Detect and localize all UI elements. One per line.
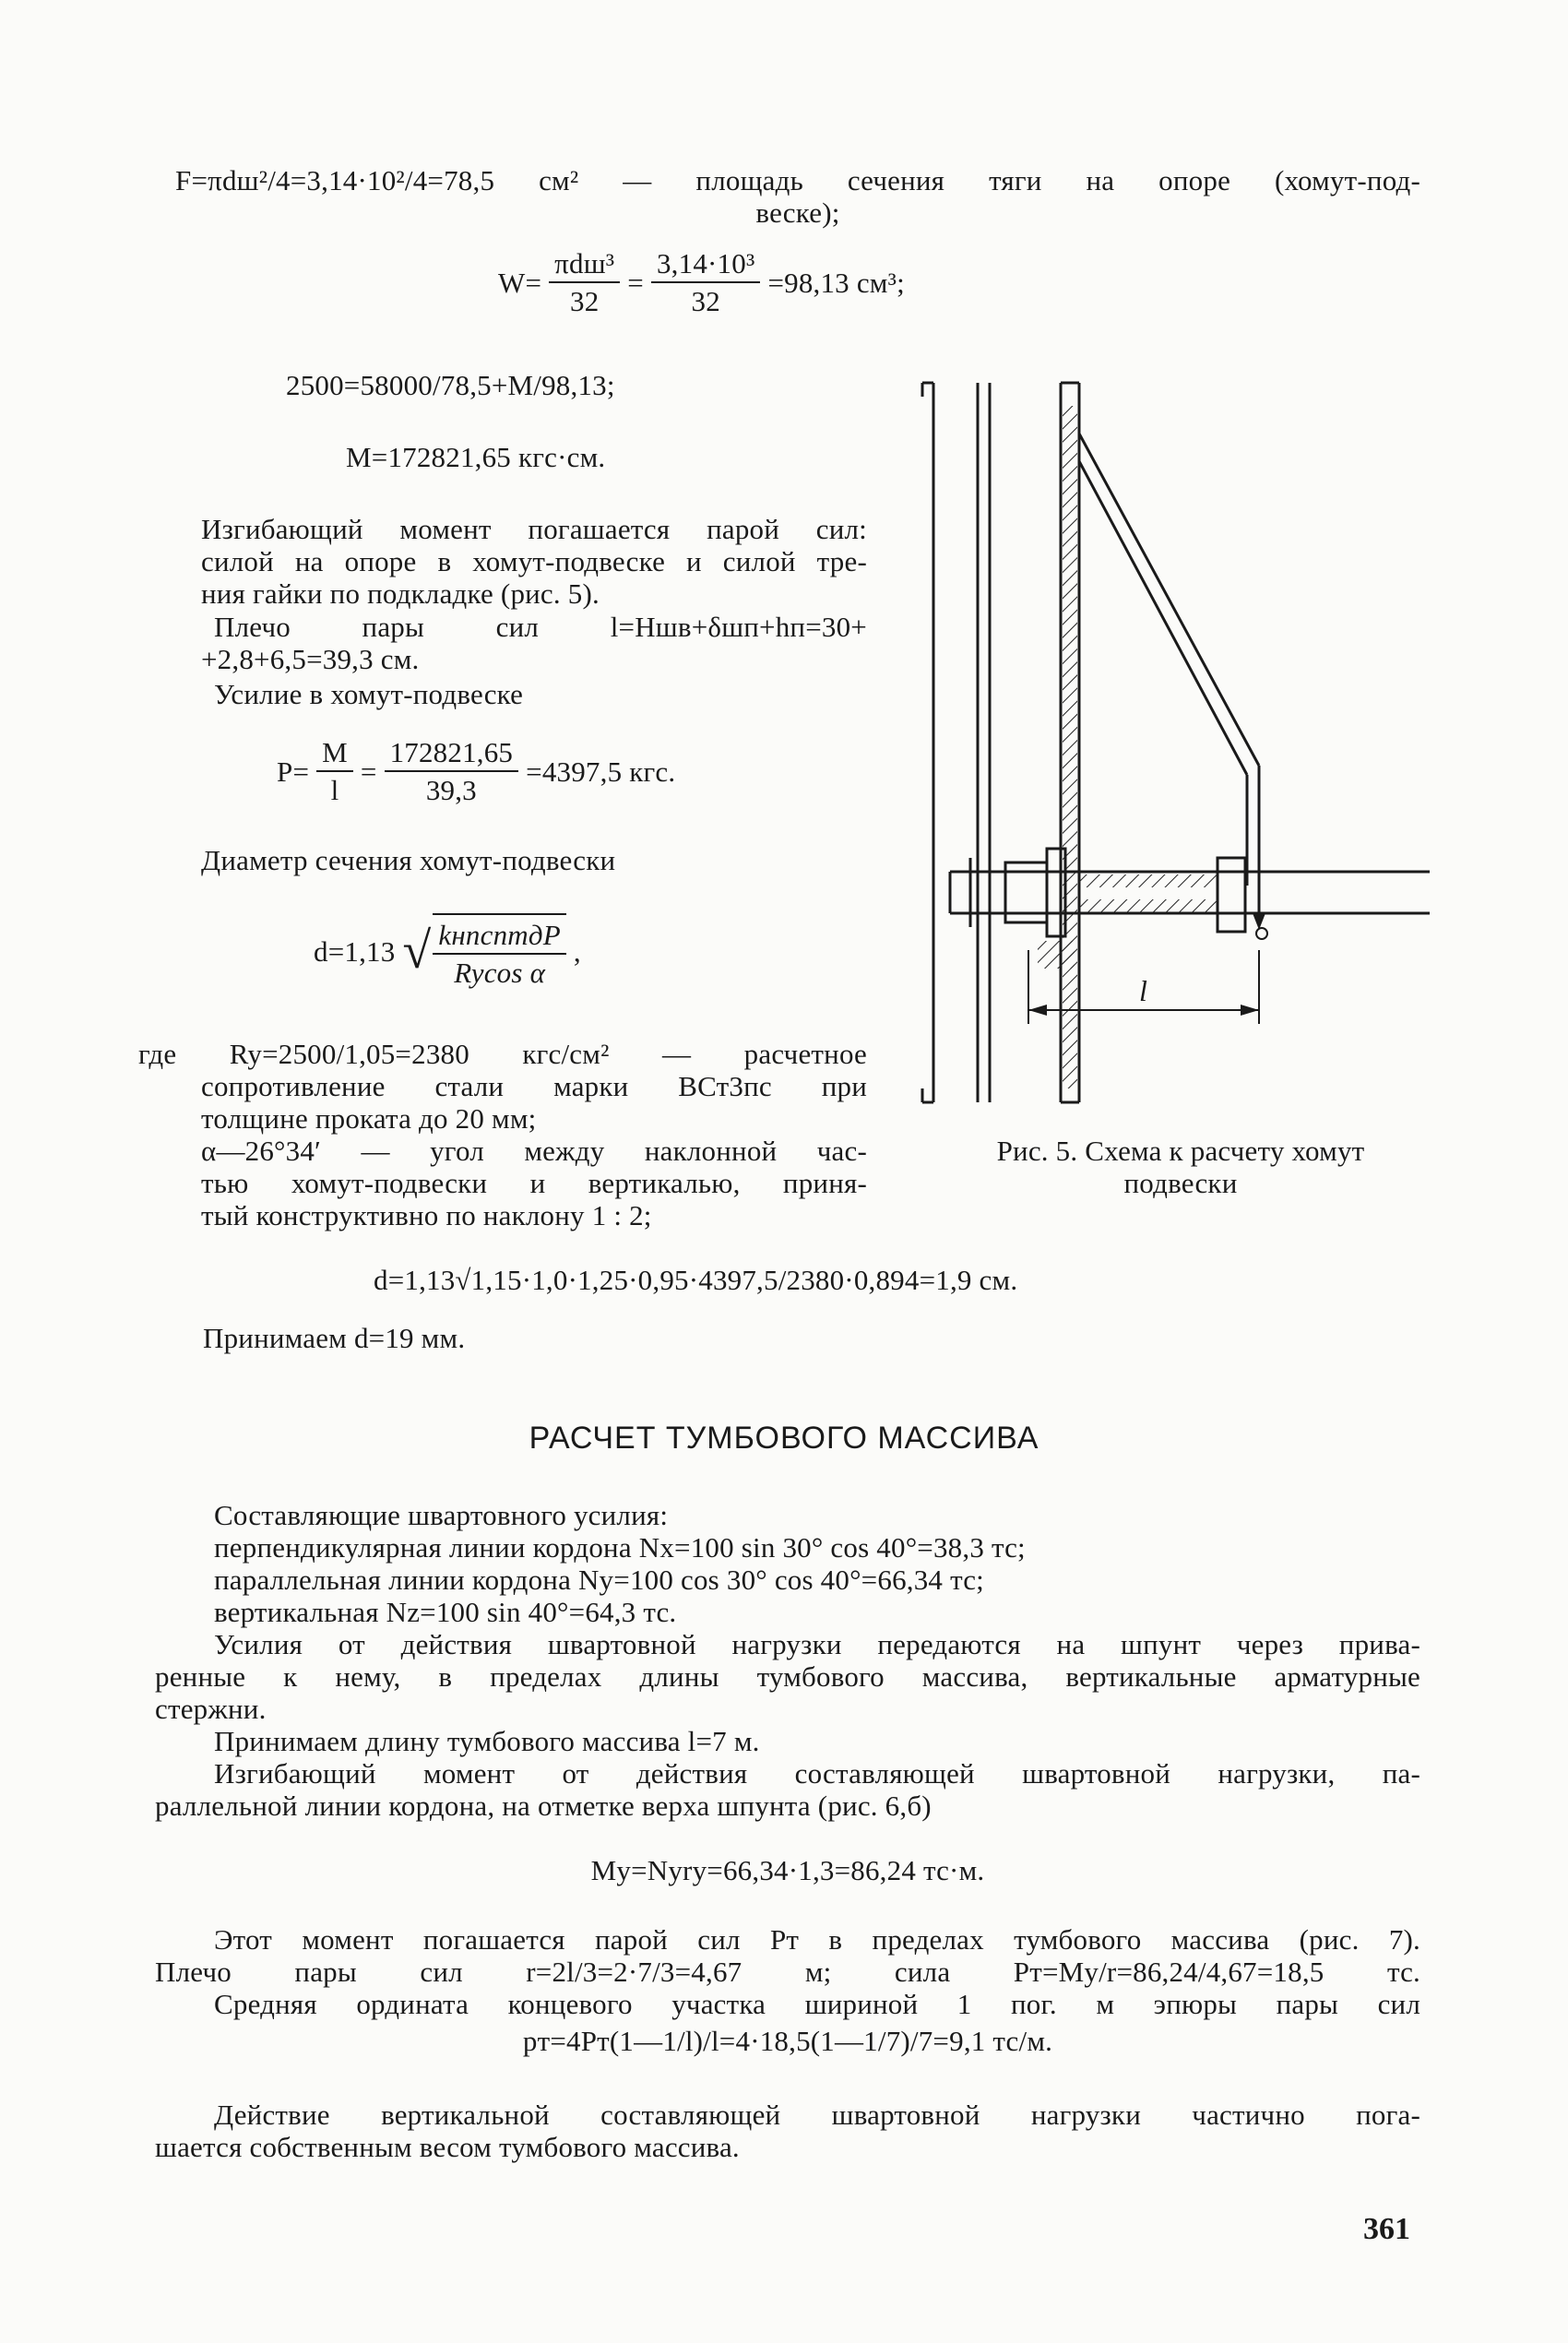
d-den: Rycos α	[454, 957, 546, 989]
p-den1: l	[330, 774, 339, 806]
area-formula-line1: F=πdш²/4=3,14·10²/4=78,5 см² — площадь сечения тяги на опоре (хомут-под-	[175, 164, 1420, 196]
p-num1: M	[316, 736, 353, 772]
where-line1: где Ry=2500/1,05=2380 кгс/см² — расчетное	[138, 1038, 867, 1070]
p-formula	[277, 736, 675, 806]
moment-value: M=172821,65 кгс·см.	[346, 441, 606, 473]
para-force: Усилие в хомут-подвеске	[214, 678, 524, 710]
p4-line2: раллельной линии кордона, на отметке верха шпунта (рис. 6,б)	[155, 1790, 932, 1822]
p1-line2: перпендикулярная линии кордона Nx=100 sin 30° cos 40°=38,3 тс;	[214, 1531, 1026, 1564]
figure-caption	[913, 1135, 1448, 1199]
para1-line2: силой на опоре в хомут-подвеске и силой тре-	[201, 545, 867, 577]
para-vertical	[155, 2099, 1420, 2163]
d-comma: ,	[573, 934, 581, 968]
d-calculation: d=1,13√1,15·1,0·1,25·0,95·4397,5/2380·0,894=1,9 см.	[374, 1264, 1018, 1296]
para-pair-of-forces	[155, 1923, 1420, 2020]
p6-line1: Действие вертикальной составляющей швартовной нагрузки частично пога-	[214, 2099, 1420, 2131]
p4-line1: Изгибающий момент от действия составляющей швартовной нагрузки, па-	[214, 1757, 1420, 1790]
d-num: kнnсnmдP	[433, 919, 566, 955]
p6-line2: шается собственным весом тумбового массива.	[155, 2131, 740, 2163]
w-den1: 32	[570, 285, 600, 317]
w-den2: 32	[691, 285, 720, 317]
dimension-label: l	[1139, 974, 1147, 1007]
w-num1: πdш³	[549, 247, 620, 283]
p2-line2: ренные к нему, в пределах длины тумбового массива, вертикальные арматурные	[155, 1660, 1420, 1693]
para-components	[155, 1499, 1420, 1822]
where-line5: тью хомут-подвески и вертикалью, приня-	[201, 1167, 867, 1199]
figure-5-diagram	[913, 369, 1430, 1125]
p5-line3: Средняя ордината концевого участка шириной 1 пог. м эпюры пары сил	[214, 1988, 1420, 2020]
page-number: 361	[1363, 2212, 1410, 2246]
p1-line1: Составляющие швартовного усилия:	[214, 1499, 669, 1531]
accept-d: Принимаем d=19 мм.	[203, 1322, 466, 1354]
para1-line3: ния гайки по подкладке (рис. 5).	[201, 577, 600, 610]
para-arm	[201, 611, 867, 675]
p2-line1: Усилия от действия швартовной нагрузки передаются на шпунт через прива-	[214, 1628, 1420, 1660]
w-formula	[498, 247, 905, 317]
where-block	[138, 1038, 867, 1231]
p5-line2: Плечо пары сил r=2l/3=2·7/3=4,67 м; сила Pт=My/r=86,24/4,67=18,5 тс.	[155, 1956, 1420, 1988]
p1-line3: параллельная линии кордона Ny=100 cos 30° cos 40°=66,34 тс;	[214, 1564, 984, 1596]
w-fraction-2	[651, 247, 760, 317]
caption-line2: подвески	[1123, 1167, 1238, 1199]
equation-2500: 2500=58000/78,5+M/98,13;	[286, 369, 615, 401]
p-den2: 39,3	[425, 774, 477, 806]
para2-line2: +2,8+6,5=39,3 см.	[201, 643, 420, 675]
where-line2: сопротивление стали марки ВСт3пс при	[201, 1070, 867, 1102]
p-fraction-2	[385, 736, 519, 806]
para-diameter: Диаметр сечения хомут-подвески	[201, 844, 616, 876]
where-line6: тый конструктивно по наклону 1 : 2;	[201, 1199, 652, 1231]
section-title: РАСЧЕТ ТУМБОВОГО МАССИВА	[529, 1421, 1039, 1456]
p-fraction-1	[316, 736, 353, 806]
pt-formula: pт=4Pт(1—1/l)/l=4·18,5(1—1/7)/7=9,1 тс/м.	[522, 2025, 1053, 2057]
w-eq: =	[627, 266, 644, 299]
para-bending-moment	[201, 513, 867, 610]
p5-line1: Этот момент погашается парой сил Pт в пределах тумбового массива (рис. 7).	[214, 1923, 1420, 1956]
area-formula-line2: веске);	[755, 196, 840, 229]
p3-line: Принимаем длину тумбового массива l=7 м.	[214, 1725, 760, 1757]
p-rhs: =4397,5 кгс.	[526, 755, 676, 788]
w-lhs: W=	[498, 266, 542, 299]
where-line3: толщине проката до 20 мм;	[201, 1102, 537, 1135]
p-eq: =	[360, 755, 377, 788]
w-rhs: =98,13 см³;	[767, 266, 905, 299]
hatched-plate	[1063, 406, 1077, 1088]
p2-line3: стержни.	[155, 1693, 267, 1725]
d-formula	[314, 913, 581, 989]
sqrt-sign: √	[402, 922, 432, 980]
my-formula: My=Nyry=66,34·1,3=86,24 тс·м.	[590, 1854, 985, 1886]
w-fraction-1	[549, 247, 620, 317]
p-lhs: P=	[277, 755, 310, 788]
where-line4: α—26°34′ — угол между наклонной час-	[201, 1135, 867, 1167]
p-num2: 172821,65	[385, 736, 519, 772]
para2-line1: Плечо пары сил l=Hшв+δшп+hп=30+	[214, 611, 867, 643]
w-num2: 3,14·10³	[651, 247, 760, 283]
caption-line1: Рис. 5. Схема к расчету хомут	[996, 1135, 1365, 1167]
p1-line4: вертикальная Nz=100 sin 40°=64,3 тс.	[214, 1596, 677, 1628]
d-lhs: d=1,13	[314, 934, 396, 968]
para1-line1: Изгибающий момент погашается парой сил:	[201, 513, 867, 545]
d-fraction	[433, 913, 566, 989]
